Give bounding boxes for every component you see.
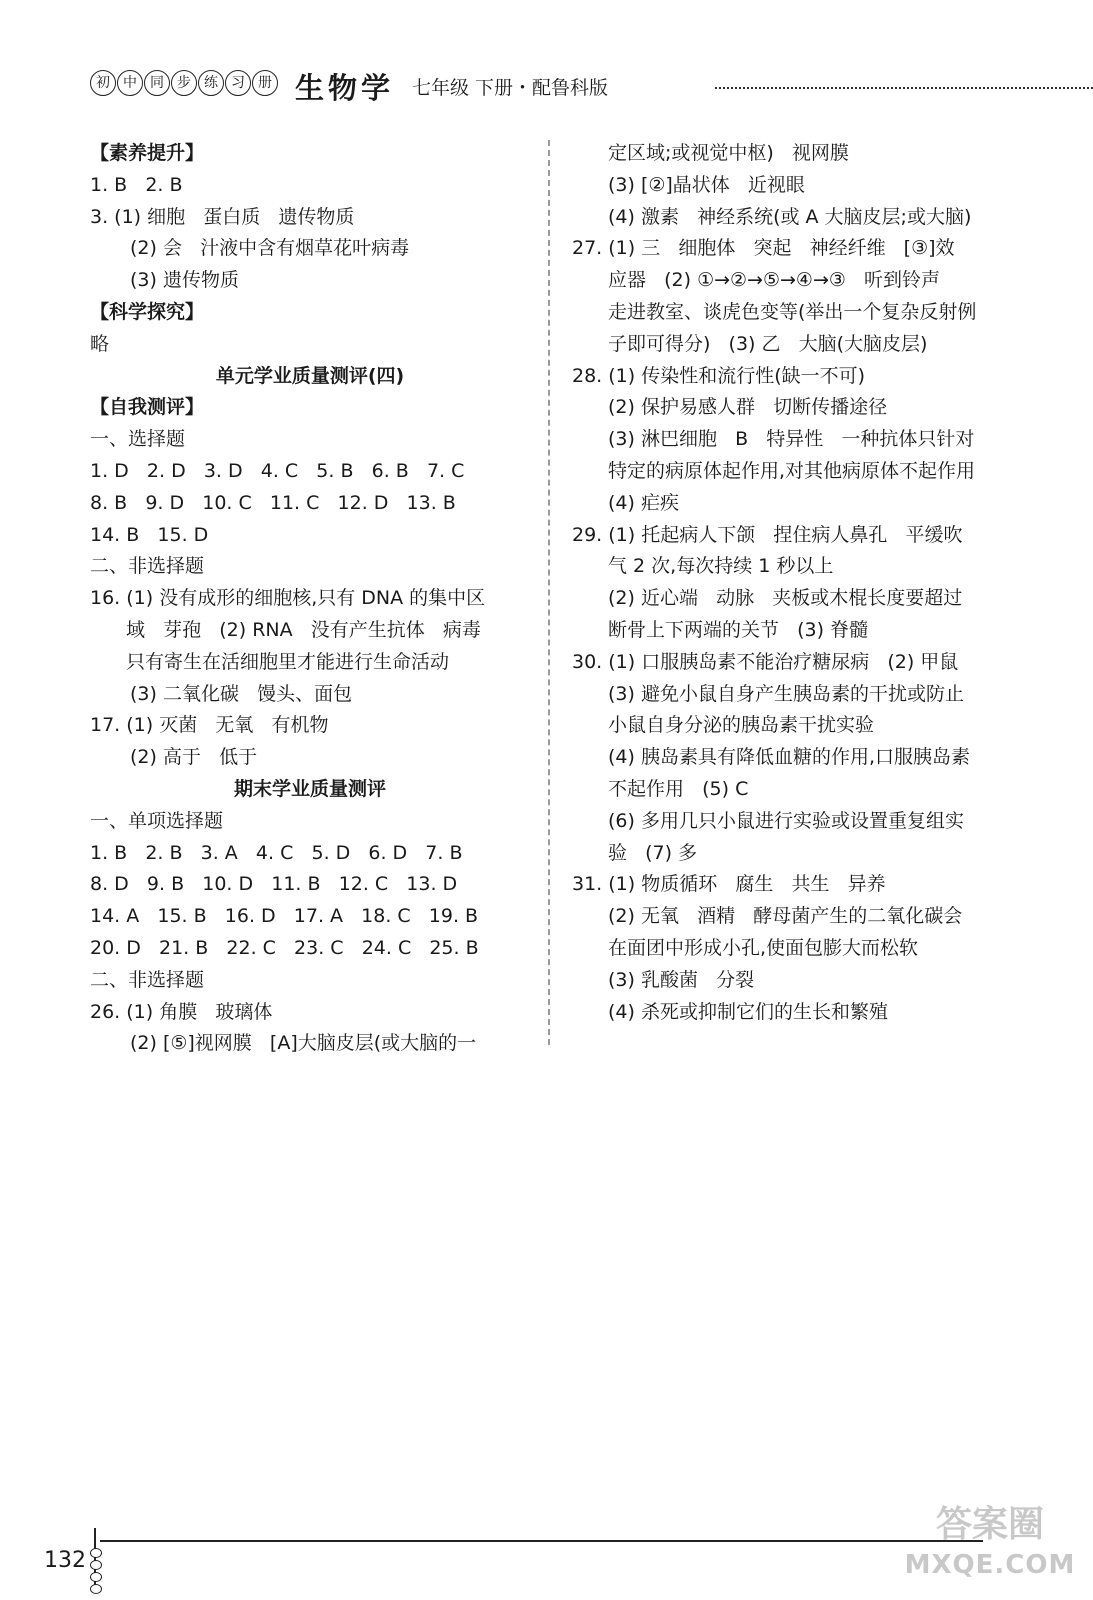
answer-line: 验 (7) 多 [608,841,698,864]
answer-line: 【科学探究】 [90,300,205,323]
answer-line: 8. D 9. B 10. D 11. B 12. C 13. D [90,873,458,896]
column-divider [548,140,550,1045]
series-char: 同 [144,70,170,96]
page-header [90,68,1093,104]
series-char: 习 [225,70,251,96]
answer-line: 31. (1) 物质循环 腐生 共生 异养 [572,873,886,896]
answer-line: (3) 避免小鼠自身产生胰岛素的干扰或防止 [608,682,964,705]
answer-line: 8. B 9. D 10. C 11. C 12. D 13. B [90,491,456,514]
answer-line: 走进教室、谈虎色变等(举出一个复杂反射例 [608,300,977,323]
answer-line: (3) 乳酸菌 分裂 [608,968,755,991]
edition-label: 下册・配鲁科版 [475,77,609,99]
answer-line: 30. (1) 口服胰岛素不能治疗糖尿病 (2) 甲鼠 [572,650,959,673]
answer-line: (4) 疟疾 [608,491,679,514]
footer-rule [100,1540,983,1542]
answer-line: (2) 会 汁液中含有烟草花叶病毒 [130,237,410,260]
series-char: 中 [117,70,143,96]
answer-line: (2) [⑤]视网膜 [A]大脑皮层(或大脑的一 [130,1032,477,1055]
answer-line: (3) 二氧化碳 馒头、面包 [130,682,353,705]
answer-line: 16. (1) 没有成形的细胞核,只有 DNA 的集中区 [90,587,486,610]
grade-label: 七年级 [412,77,470,99]
answer-line: (2) 高于 低于 [130,746,258,769]
subject-title: 生物学 [295,71,395,105]
header-dotted-rule [715,87,1093,89]
answer-line: (4) 激素 神经系统(或 A 大脑皮层;或大脑) [608,205,972,228]
answer-line: 20. D 21. B 22. C 23. C 24. C 25. B [90,936,479,959]
answer-line: 14. A 15. B 16. D 17. A 18. C 19. B [90,905,479,928]
answer-line: 定区域;或视觉中枢) 视网膜 [608,142,849,164]
answer-line: 二、非选择题 [90,555,205,578]
watermark-url: MXQE.COM [904,1550,1076,1580]
answer-line: 一、选择题 [90,428,186,451]
answer-line: (2) 近心端 动脉 夹板或木棍长度要超过 [608,587,963,610]
answer-line: 1. B 2. B 3. A 4. C 5. D 6. D 7. B [90,841,463,864]
answer-line: 26. (1) 角膜 玻璃体 [90,1000,273,1023]
series-char: 步 [171,70,197,96]
answer-line: 27. (1) 三 细胞体 突起 神经纤维 [③]效 [572,237,955,260]
answer-line: 【素养提升】 [90,142,205,164]
answer-line: 1. B 2. B [90,173,183,196]
answer-line: 应器 (2) ①→②→⑤→④→③ 听到铃声 [608,269,941,292]
answer-line: 一、单项选择题 [90,809,224,832]
answer-line: (2) 保护易感人群 切断传播途径 [608,396,888,419]
series-title [90,70,279,96]
answer-line: 3. (1) 细胞 蛋白质 遗传物质 [90,205,355,228]
answer-line: 略 [90,332,110,355]
left-column [90,138,530,1060]
answer-line: 14. B 15. D [90,523,209,546]
answer-line: (4) 杀死或抑制它们的生长和繁殖 [608,1000,888,1023]
answer-line: 气 2 次,每次持续 1 秒以上 [608,555,834,578]
answer-line: (3) 淋巴细胞 B 特异性 一种抗体只针对 [608,428,975,451]
answer-line: 二、非选择题 [90,968,205,991]
answer-line: (3) [②]晶状体 近视眼 [608,173,805,196]
answer-line: 不起作用 (5) C [608,777,749,800]
answer-line: 1. D 2. D 3. D 4. C 5. B 6. B 7. C [90,459,465,482]
answer-line: 28. (1) 传染性和流行性(缺一不可) [572,364,866,387]
answer-line: (3) 遗传物质 [130,269,239,292]
answer-line: 断骨上下两端的关节 (3) 脊髓 [608,618,869,641]
series-char: 册 [252,70,278,96]
page-number: 132 [44,1548,86,1573]
answer-line: (4) 胰岛素具有降低血糖的作用,口服胰岛素 [608,746,970,769]
answer-line: 特定的病原体起作用,对其他病原体不起作用 [608,459,976,482]
answer-line: 只有寄生在活细胞里才能进行生命活动 [126,650,450,673]
answer-line: 在面团中形成小孔,使面包膨大而松软 [608,936,919,959]
answer-line: 单元学业质量测评(四) [215,364,405,387]
answer-line: (6) 多用几只小鼠进行实验或设置重复组实 [608,809,964,832]
answer-line: 【自我测评】 [90,396,205,419]
answer-line: 域 芽孢 (2) RNA 没有产生抗体 病毒 [126,618,481,641]
series-char: 练 [198,70,224,96]
answer-line: 期末学业质量测评 [233,777,386,800]
answer-line: 小鼠自身分泌的胰岛素干扰实验 [608,714,875,737]
answer-line: 子即可得分) (3) 乙 大脑(大脑皮层) [608,332,928,355]
right-column [572,138,1012,1028]
footer-binding-marks [94,1528,106,1592]
answer-line: 17. (1) 灭菌 无氧 有机物 [90,714,329,737]
answer-line: 29. (1) 托起病人下颌 捏住病人鼻孔 平缓吹 [572,523,963,546]
watermark-logo-text: 答案圈 [935,1504,1044,1545]
watermark [900,1505,1080,1595]
series-char: 初 [90,70,116,96]
answer-line: (2) 无氧 酒精 酵母菌产生的二氧化碳会 [608,905,963,928]
